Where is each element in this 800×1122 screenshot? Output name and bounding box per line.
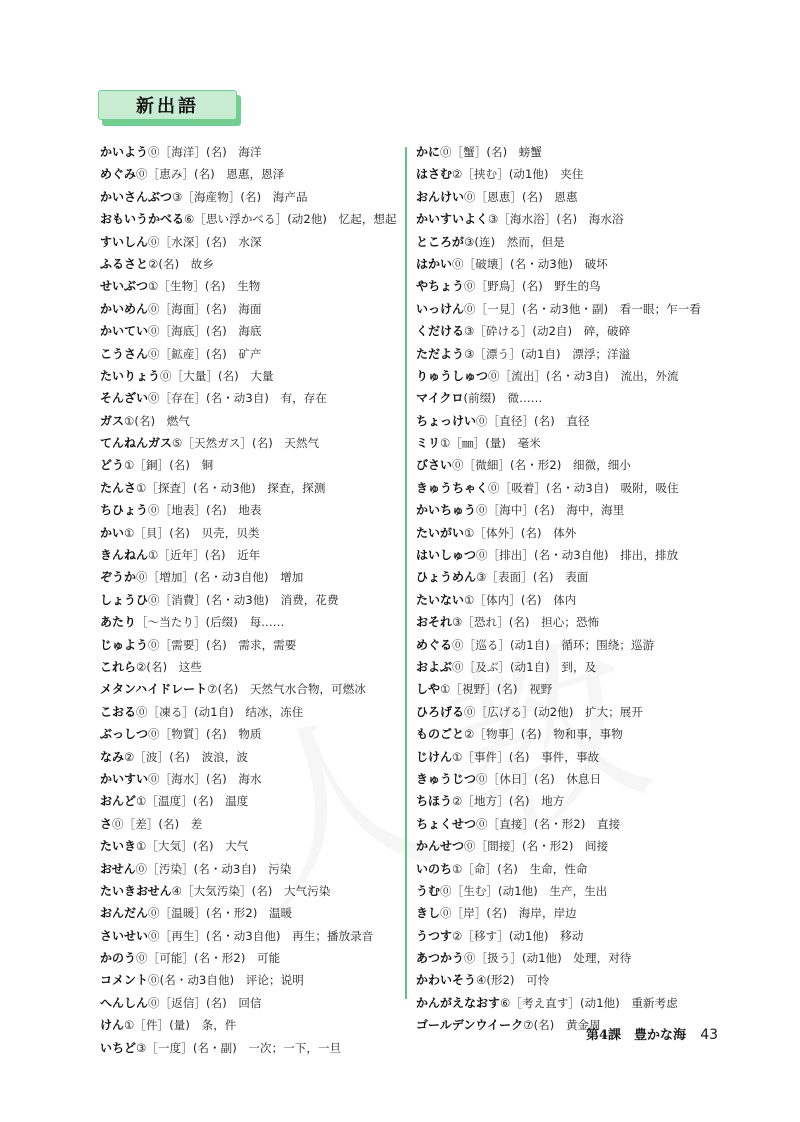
vocab-detail: ⓪［直接］(名・形2) 直接 xyxy=(476,816,621,831)
vocab-detail: ⓪［温暖］(名・形2) 温暖 xyxy=(148,906,293,921)
vocab-detail: ③［砕ける］(动2自) 碎，破碎 xyxy=(464,324,631,339)
vocab-entry xyxy=(416,790,716,812)
vocab-reading: かわいそう xyxy=(416,973,477,988)
vocab-detail: ⓪［再生］(名・动3自他) 再生；播放录音 xyxy=(148,928,374,943)
vocab-entry xyxy=(416,320,716,342)
vocab-reading: きし xyxy=(416,906,441,921)
vocab-reading: うつす xyxy=(416,928,453,943)
vocab-entry xyxy=(416,186,716,208)
vocab-detail: ⓪［一見］(名・动3他・副) 看一眼；乍一看 xyxy=(464,301,702,316)
vocab-reading: なみ xyxy=(100,749,125,764)
vocab-detail: ⓪［休日］(名) 休息日 xyxy=(476,771,602,786)
vocab-detail: ①［貝］(名) 贝壳，贝类 xyxy=(124,525,260,540)
vocab-entry xyxy=(100,746,398,768)
vocab-detail: ⓪［恵み］(名) 恩惠，恩泽 xyxy=(136,167,285,182)
vocab-entry xyxy=(416,253,716,275)
vocab-detail: ⓪［海中］(名) 海中，海里 xyxy=(476,503,625,518)
vocab-detail: ⓪［岸］(名) 海岸，岸边 xyxy=(440,906,577,921)
vocab-reading: ちょくせつ xyxy=(416,816,477,831)
vocab-entry xyxy=(100,163,398,185)
vocab-reading: はいしゅつ xyxy=(416,548,477,563)
vocab-detail: ⓪［海面］(名) 海面 xyxy=(148,301,262,316)
vocab-reading: かいすいよく xyxy=(416,212,489,227)
vocab-entry xyxy=(416,701,716,723)
vocab-entry xyxy=(416,947,716,969)
vocab-reading: めぐる xyxy=(416,637,453,652)
vocab-entry xyxy=(416,813,716,835)
vocab-reading: メタンハイドレート xyxy=(100,682,208,697)
vocab-detail: ⓪［消費］(名・动3他) 消费，花费 xyxy=(148,592,339,607)
vocab-detail: ⑦(名) 天然气水合物，可燃冰 xyxy=(207,682,366,697)
vocab-entry xyxy=(416,611,716,633)
vocab-entry xyxy=(100,1037,398,1059)
vocab-reading: きゅうちゃく xyxy=(416,480,489,495)
vocab-reading: ちほう xyxy=(416,794,453,809)
vocab-entry xyxy=(100,1014,398,1036)
vocab-entry xyxy=(100,253,398,275)
vocab-entry xyxy=(416,454,716,476)
vocab-entry xyxy=(416,969,716,991)
vocab-entry xyxy=(416,231,716,253)
vocab-detail: ③［海水浴］(名) 海水浴 xyxy=(488,212,624,227)
vocab-reading: やちょう xyxy=(416,279,465,294)
vocab-reading: しょうひ xyxy=(100,592,149,607)
vocab-reading: さ xyxy=(100,816,113,831)
vocab-detail: ⓪［凍る］(动1自) 结冰，冻住 xyxy=(136,704,304,719)
vocab-entry xyxy=(416,544,716,566)
vocab-detail: ⓪［海水］(名) 海水 xyxy=(148,771,262,786)
vocab-entry xyxy=(416,656,716,678)
vocab-reading: くだける xyxy=(416,324,465,339)
vocab-entry xyxy=(100,231,398,253)
vocab-entry xyxy=(416,477,716,499)
vocab-entry xyxy=(100,477,398,499)
vocab-detail: ①［命］(名) 生命，性命 xyxy=(452,861,588,876)
vocab-detail: ②［移す］(动1他) 移动 xyxy=(452,928,584,943)
vocab-entry xyxy=(100,678,398,700)
vocab-reading: ぶっしつ xyxy=(100,727,149,742)
vocab-reading: たいりょう xyxy=(100,368,161,383)
vocab-reading: かい xyxy=(100,525,125,540)
vocab-entry xyxy=(416,634,716,656)
vocab-entry xyxy=(100,589,398,611)
vocab-entry xyxy=(100,410,398,432)
vocab-entry xyxy=(416,723,716,745)
vocab-detail: ⓪［流出］(名・动3自) 流出，外流 xyxy=(488,368,679,383)
vocab-detail: ⓪［吸着］(名・动3自) 吸附，吸住 xyxy=(488,480,679,495)
vocab-detail: ⓪［巡る］(动1自) 循环；围绕；巡游 xyxy=(452,637,655,652)
vocab-entry xyxy=(416,992,716,1014)
vocab-detail: ①［体外］(名) 体外 xyxy=(464,525,577,540)
vocab-reading: じけん xyxy=(416,749,453,764)
vocab-reading: たいがい xyxy=(416,525,465,540)
vocab-reading: はさむ xyxy=(416,167,453,182)
vocab-detail: ②［波］(名) 波浪，波 xyxy=(124,749,248,764)
vocab-entry xyxy=(100,880,398,902)
vocab-entry xyxy=(100,566,398,588)
vocab-detail: ⓪［需要］(名) 需求，需要 xyxy=(148,637,297,652)
vocab-detail: ⓪［及ぶ］(动1自) 到，及 xyxy=(452,659,597,674)
vocab-detail: ⓪［蟹］(名) 螃蟹 xyxy=(440,145,542,159)
section-title: 新出語 xyxy=(136,96,199,117)
vocab-reading: こうさん xyxy=(100,346,149,361)
vocab-detail: ［～当たり］(后缀) 每…… xyxy=(136,615,285,630)
vocab-detail: ③［一度］(名・副) 一次；一下，一旦 xyxy=(136,1040,342,1055)
vocab-detail: ②［挟む］(动1他) 夹住 xyxy=(452,167,584,182)
vocab-entry xyxy=(416,678,716,700)
vocab-detail: ①(名) 燃气 xyxy=(124,413,190,428)
vocab-detail: ③［漂う］(动1自) 漂浮；洋溢 xyxy=(464,346,631,361)
vocab-detail: ⓪［鉱産］(名) 矿产 xyxy=(148,346,262,361)
vocab-entry xyxy=(100,656,398,678)
vocab-reading: きゅうじつ xyxy=(416,771,477,786)
vocab-detail: ①［大気］(名) 大气 xyxy=(136,839,249,854)
vocab-detail: ①［探査］(名・动3他) 探查，探测 xyxy=(136,480,326,495)
vocab-entry xyxy=(100,701,398,723)
vocab-reading: せいぶつ xyxy=(100,279,149,294)
vocab-reading: おんだん xyxy=(100,906,149,921)
vocab-reading: ぞうか xyxy=(100,570,137,585)
vocab-detail: ⓪［存在］(名・动3自) 有，存在 xyxy=(148,391,328,406)
vocab-detail: (前缀) 微…… xyxy=(463,391,543,406)
vocab-entry xyxy=(416,163,716,185)
vocab-reading: おせん xyxy=(100,861,136,876)
vocab-reading: かいてい xyxy=(100,324,149,339)
vocab-detail: ⓪［間接］(名・形2) 间接 xyxy=(464,839,609,854)
vocab-entry xyxy=(100,343,398,365)
vocab-reading: へんしん xyxy=(100,995,149,1010)
vocab-entry xyxy=(100,454,398,476)
vocab-detail: ⓪［広げる］(动2他) 扩大；展开 xyxy=(464,704,644,719)
vocab-reading: どう xyxy=(100,458,125,473)
vocab-entry xyxy=(416,746,716,768)
vocab-detail: ⓪［生む］(动1他) 生产，生出 xyxy=(440,883,608,898)
vocab-reading: おんど xyxy=(100,794,137,809)
vocab-reading: ガス xyxy=(100,413,125,428)
vocab-entry xyxy=(100,275,398,297)
vocab-reading: かいちゅう xyxy=(416,503,477,518)
vocab-detail: ①［生物］(名) 生物 xyxy=(148,279,261,294)
vocab-entry xyxy=(100,790,398,812)
vocab-entry xyxy=(416,275,716,297)
vocab-entry xyxy=(100,611,398,633)
vocab-detail: ①［件］(量) 条，件 xyxy=(124,1018,237,1033)
vocab-entry xyxy=(416,410,716,432)
vocab-entry xyxy=(416,835,716,857)
vocab-entry xyxy=(416,589,716,611)
vocab-entry xyxy=(100,298,398,320)
vocab-column-right xyxy=(416,141,716,1037)
vocab-reading: かに xyxy=(416,145,441,159)
vocab-entry xyxy=(100,902,398,924)
vocab-detail: ④(形2) 可怜 xyxy=(476,973,550,988)
vocab-reading: けん xyxy=(100,1018,125,1033)
vocab-reading: いっけん xyxy=(416,301,465,316)
vocab-detail: ⓪［汚染］(名・动3自) 污染 xyxy=(135,861,292,876)
vocab-reading: さいせい xyxy=(100,928,149,943)
column-divider xyxy=(405,147,407,999)
vocab-detail: ⓪［水深］(名) 水深 xyxy=(148,234,262,249)
vocab-reading: はかい xyxy=(416,256,453,271)
vocab-detail: ⓪［海洋］(名) 海洋 xyxy=(148,145,262,159)
vocab-entry xyxy=(100,723,398,745)
vocab-reading: おんけい xyxy=(416,189,465,204)
vocab-detail: ⓪［排出］(名・动3自他) 排出，排放 xyxy=(476,548,679,563)
vocab-entry xyxy=(100,387,398,409)
vocab-detail: ⑥［思い浮かべる］(动2他) 忆起，想起 xyxy=(184,212,397,227)
vocab-entry xyxy=(100,499,398,521)
vocab-detail: ③［表面］(名) 表面 xyxy=(476,570,589,585)
page-footer xyxy=(586,1024,718,1043)
vocab-detail: ⓪［直径］(名) 直径 xyxy=(476,413,590,428)
vocab-detail: ③［恐れ］(名) 担心；恐怖 xyxy=(452,615,600,630)
vocab-reading: ものごと xyxy=(416,727,465,742)
vocab-reading: ただよう xyxy=(416,346,465,361)
vocab-entry xyxy=(100,522,398,544)
vocab-reading: かんがえなおす xyxy=(416,995,501,1010)
vocab-reading: めぐみ xyxy=(100,167,137,182)
vocab-reading: しや xyxy=(416,682,441,697)
vocab-reading: じゅよう xyxy=(100,637,149,652)
vocab-reading: おもいうかべる xyxy=(100,212,185,227)
vocab-reading: こおる xyxy=(100,704,137,719)
vocab-reading: たいき xyxy=(100,839,137,854)
vocab-detail: ④［大気汚染］(名) 大气污染 xyxy=(171,883,331,898)
vocab-entry xyxy=(416,768,716,790)
vocab-reading: びさい xyxy=(416,458,453,473)
vocab-reading: およぶ xyxy=(416,659,453,674)
vocab-reading: ミリ xyxy=(416,436,441,451)
vocab-reading: ちょっけい xyxy=(416,413,477,428)
vocab-detail: ③(连) 然而，但是 xyxy=(464,234,565,249)
vocab-entry xyxy=(416,141,716,163)
vocab-reading: あつかう xyxy=(416,951,465,966)
vocab-detail: ①［視野］(名) 视野 xyxy=(440,682,553,697)
vocab-entry xyxy=(416,858,716,880)
vocab-detail: ⑥［考え直す］(动1他) 重新考虑 xyxy=(500,995,678,1010)
vocab-reading: ひょうめん xyxy=(416,570,477,585)
vocab-column-left xyxy=(100,141,398,1059)
vocab-reading: ちひょう xyxy=(100,503,149,518)
vocab-entry xyxy=(100,634,398,656)
vocab-detail: ①［銅］(名) 铜 xyxy=(124,458,214,473)
vocab-detail: ⓪［破壊］(名・动3他) 破坏 xyxy=(452,256,608,271)
vocab-detail: ⓪［返信］(名) 回信 xyxy=(148,995,262,1010)
vocab-detail: ②(名) 故乡 xyxy=(148,256,214,271)
vocab-reading: そんざい xyxy=(100,391,149,406)
vocab-entry xyxy=(416,298,716,320)
vocab-entry xyxy=(100,947,398,969)
vocab-reading: おそれ xyxy=(416,615,453,630)
vocab-reading: かのう xyxy=(100,951,137,966)
vocab-entry xyxy=(416,566,716,588)
vocab-entry xyxy=(416,343,716,365)
vocab-reading: たいない xyxy=(416,592,465,607)
vocab-reading: マイクロ xyxy=(416,391,464,406)
vocab-reading: たいきおせん xyxy=(100,883,172,898)
vocab-detail: ⓪［海底］(名) 海底 xyxy=(148,324,262,339)
vocab-entry xyxy=(100,813,398,835)
title-tab-face xyxy=(98,90,237,120)
vocab-detail: ⓪［恩恵］(名) 恩惠 xyxy=(464,189,578,204)
vocab-reading: かいすい xyxy=(100,771,149,786)
vocab-detail: ⓪［差］(名) 差 xyxy=(112,816,203,831)
vocab-detail: ⑦(名) 黄金周 xyxy=(523,1018,601,1033)
vocab-entry xyxy=(416,880,716,902)
vocab-detail: ⓪［物質］(名) 物质 xyxy=(148,727,262,742)
vocab-detail: ①［体内］(名) 体内 xyxy=(464,592,577,607)
vocab-entry xyxy=(100,141,398,163)
vocab-entry xyxy=(416,499,716,521)
vocab-detail: ①［㎜］(量) 毫米 xyxy=(440,436,541,451)
page-number: 43 xyxy=(700,1027,719,1043)
vocab-reading: たんさ xyxy=(100,480,137,495)
vocab-detail: ⓪［大量］(名) 大量 xyxy=(160,368,274,383)
vocab-entry xyxy=(100,969,398,991)
vocab-detail: ②［地方］(名) 地方 xyxy=(452,794,565,809)
vocab-entry xyxy=(100,186,398,208)
section-title-tab xyxy=(98,90,241,124)
vocab-entry xyxy=(100,320,398,342)
vocab-detail: ⓪［扱う］(动1他) 处理，对待 xyxy=(464,951,632,966)
vocab-entry xyxy=(416,902,716,924)
vocab-detail: ⓪［地表］(名) 地表 xyxy=(148,503,262,518)
vocab-reading: すいしん xyxy=(100,234,149,249)
vocab-detail: ⓪［可能］(名・形2) 可能 xyxy=(136,951,281,966)
vocab-detail: ③［海産物］(名) 海产品 xyxy=(172,189,308,204)
vocab-reading: ゴールデンウイーク xyxy=(416,1018,524,1033)
vocab-reading: ところが xyxy=(416,234,465,249)
vocab-reading: かいよう xyxy=(100,145,149,159)
vocab-detail: ①［事件］(名) 事件，事故 xyxy=(452,749,600,764)
vocab-entry xyxy=(100,992,398,1014)
vocab-detail: ⓪［野鳥］(名) 野生的鸟 xyxy=(464,279,601,294)
vocab-reading: あたり xyxy=(100,615,137,630)
vocab-reading: コメント xyxy=(100,973,149,988)
vocab-detail: ⑤［天然ガス］(名) 天然气 xyxy=(172,436,320,451)
vocab-entry xyxy=(416,925,716,947)
vocab-reading: ふるさと xyxy=(100,256,149,271)
vocab-reading: かいめん xyxy=(100,301,149,316)
lesson-title: 第4課 豊かな海 xyxy=(586,1028,687,1043)
vocab-detail: ⓪(名・动3自他) 评论；说明 xyxy=(148,973,304,988)
vocab-entry xyxy=(100,768,398,790)
vocab-reading: りゅうしゅつ xyxy=(416,368,489,383)
vocab-entry xyxy=(100,432,398,454)
vocab-detail: ⓪［微細］(名・形2) 细微，细小 xyxy=(452,458,632,473)
vocab-entry xyxy=(416,432,716,454)
vocab-entry xyxy=(416,365,716,387)
vocab-entry xyxy=(416,522,716,544)
vocab-entry xyxy=(100,208,398,230)
vocab-detail: ①［近年］(名) 近年 xyxy=(148,548,261,563)
vocab-reading: いちど xyxy=(100,1040,137,1055)
vocab-detail: ②(名) 这些 xyxy=(136,659,202,674)
vocab-reading: これら xyxy=(100,659,137,674)
vocab-detail: ①［温度］(名) 温度 xyxy=(136,794,249,809)
vocab-detail: ⓪［増加］(名・动3自他) 增加 xyxy=(136,570,304,585)
vocab-reading: うむ xyxy=(416,883,441,898)
vocab-entry xyxy=(100,925,398,947)
vocab-reading: てんねんガス xyxy=(100,436,173,451)
vocab-entry xyxy=(100,858,398,880)
vocab-reading: ひろげる xyxy=(416,704,465,719)
vocab-reading: きんねん xyxy=(100,548,149,563)
vocab-entry xyxy=(100,544,398,566)
vocab-reading: かんせつ xyxy=(416,839,465,854)
vocab-reading: いのち xyxy=(416,861,453,876)
vocab-reading: かいさんぶつ xyxy=(100,189,173,204)
vocab-entry xyxy=(416,387,716,409)
vocab-entry xyxy=(100,835,398,857)
vocab-entry xyxy=(416,208,716,230)
vocab-detail: ②［物事］(名) 物和事，事物 xyxy=(464,727,623,742)
vocab-entry xyxy=(100,365,398,387)
